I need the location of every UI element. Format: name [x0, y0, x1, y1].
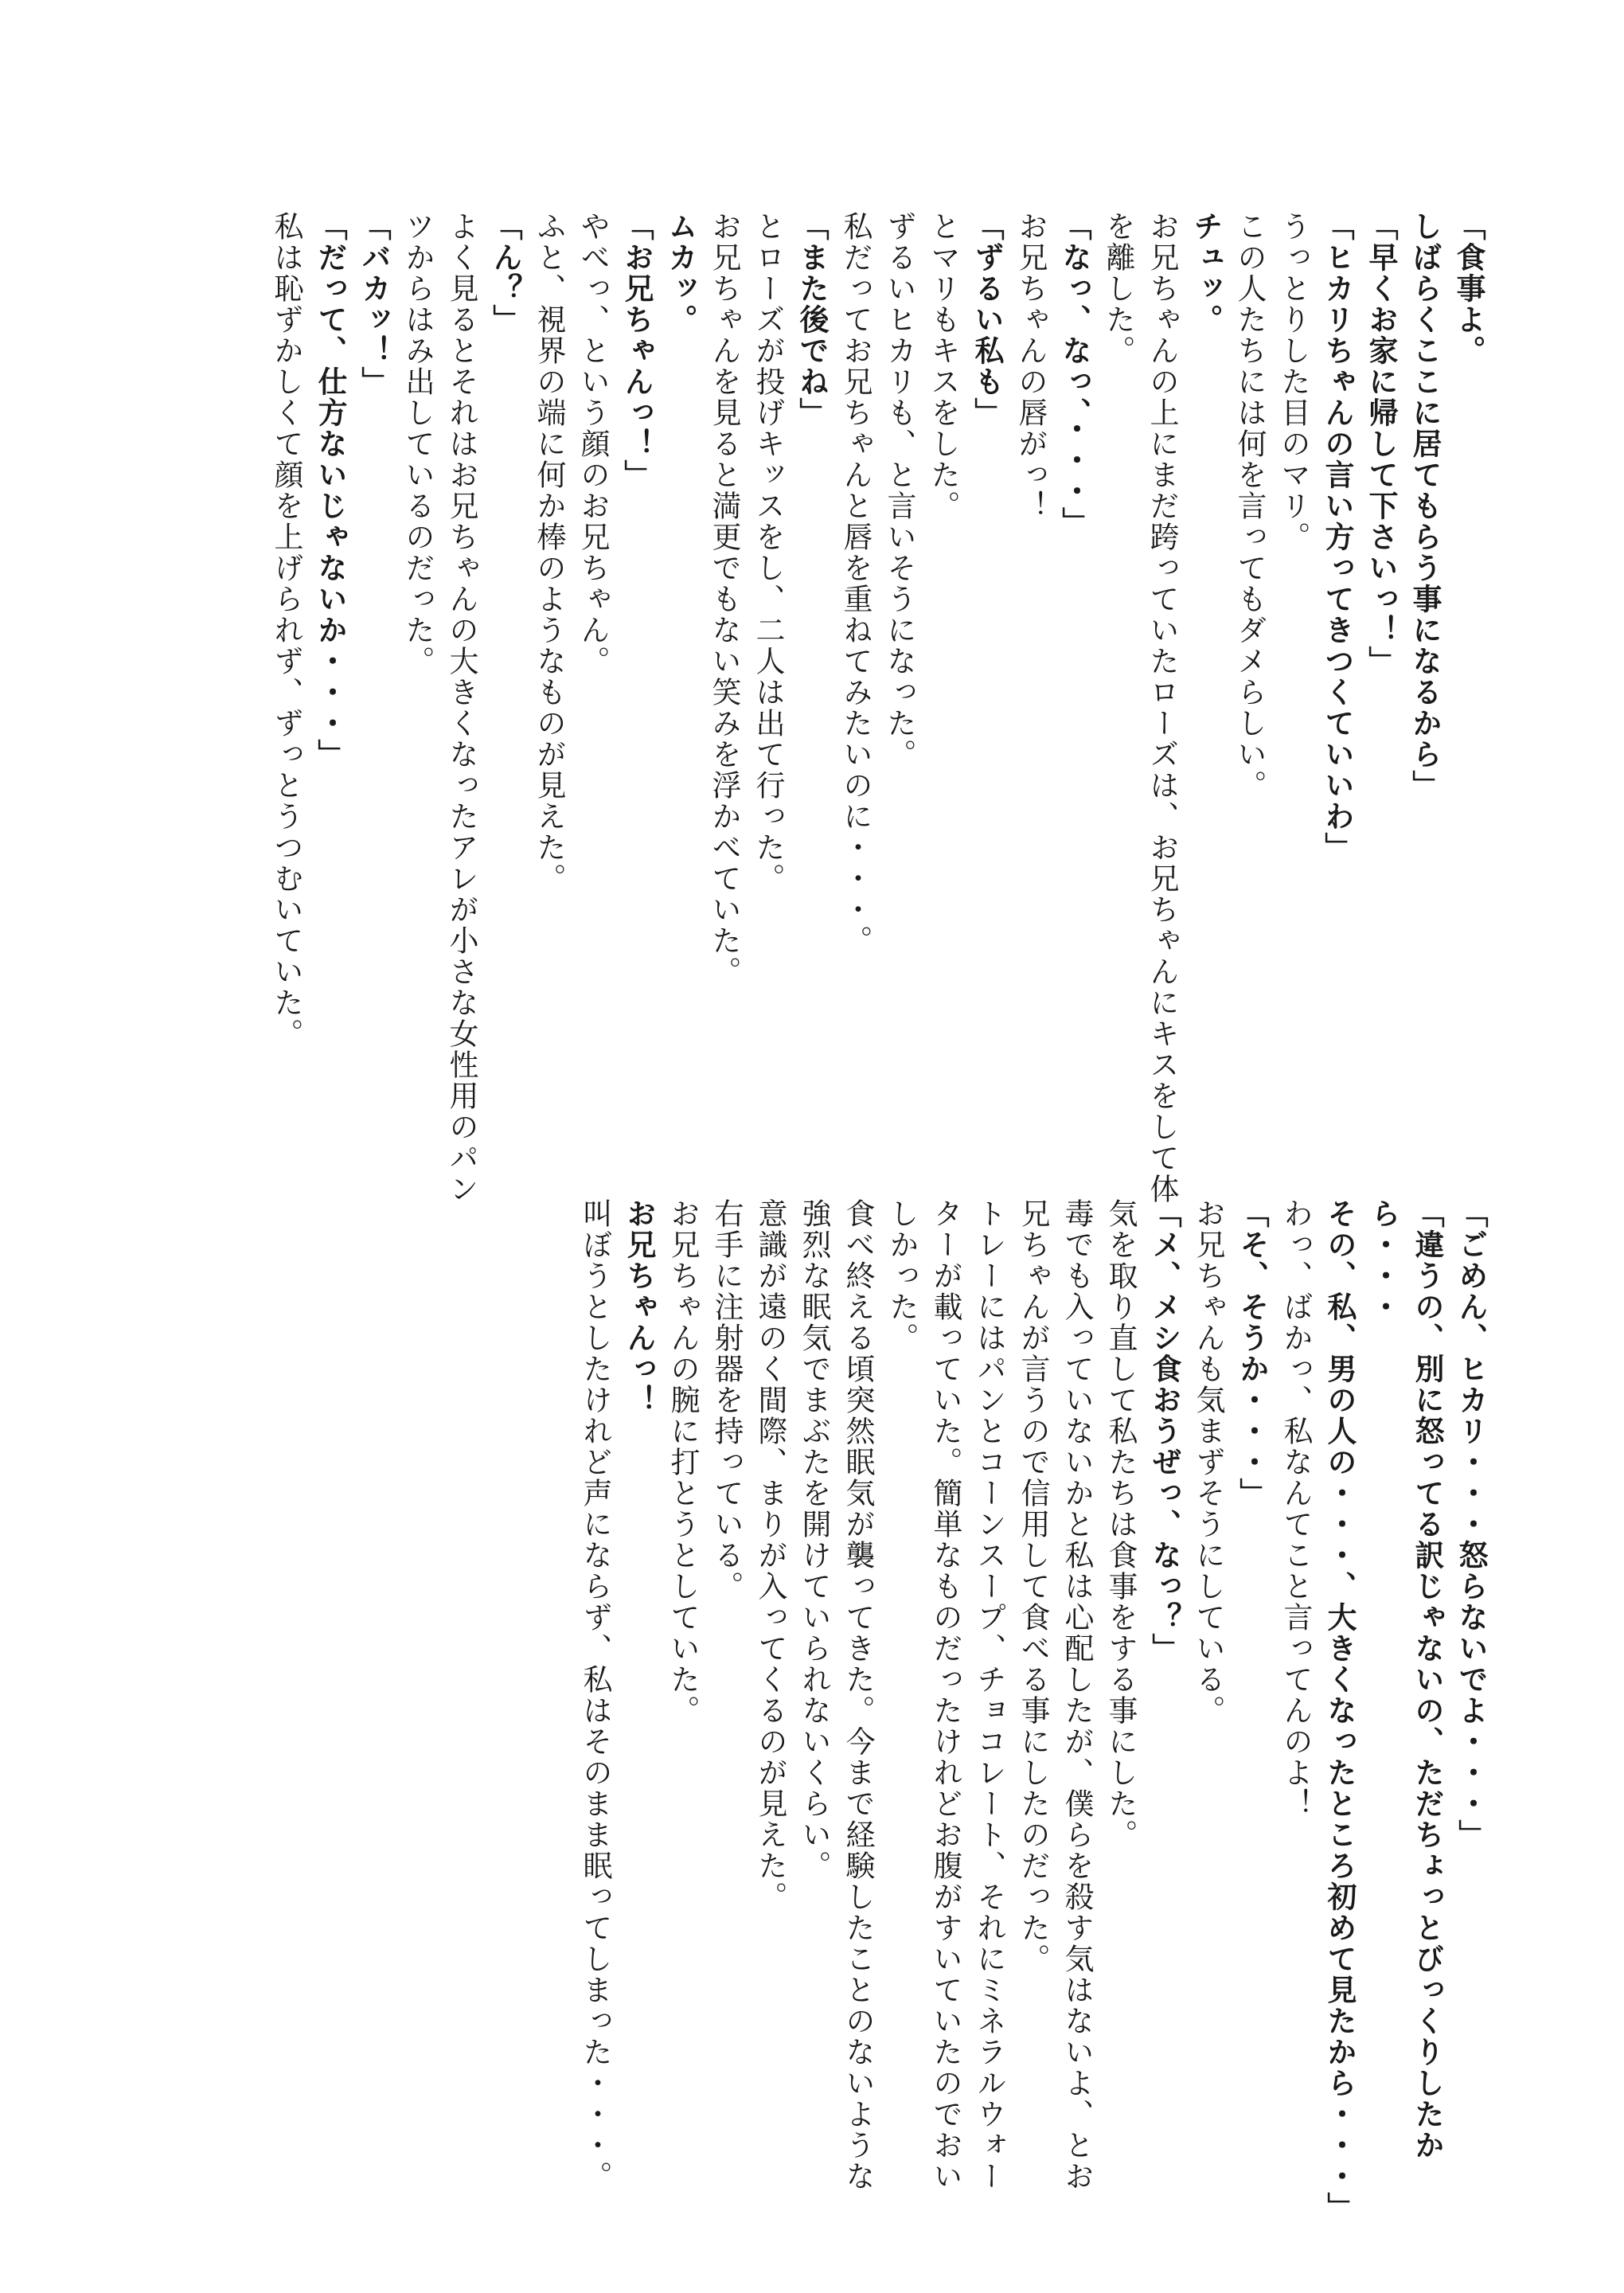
text-line: 「なっ、なっ、・・・」 [1057, 211, 1091, 538]
text-line: 「バカッ！」 [357, 211, 391, 397]
text-line: を離した。 [1101, 211, 1135, 366]
text-line: ふと、視界の端に何か棒のようなものが見えた。 [532, 211, 566, 894]
text-line: 「ずるい私も」 [970, 211, 1004, 428]
text-line: 「ヒカリちゃんの言い方ってきつくていいわ」 [1320, 211, 1354, 863]
text-line: 「早くお家に帰して下さいっ！」 [1364, 211, 1398, 677]
text-line: 「メ、メシ食おうぜっ、なっ？」 [1147, 1198, 1181, 1664]
text-line: わっ、ばかっ、私なんてこと言ってんのよ！ [1279, 1198, 1313, 1819]
text-line: 「ん？」 [488, 211, 522, 335]
text-line: 「食事よ。 [1451, 211, 1485, 366]
text-line: トレーにはパンとコーンスープ、チョコレート、それにミネラルウォー [972, 1198, 1006, 2192]
text-line: やべっ、という顔のお兄ちゃん。 [576, 211, 610, 677]
text-line: ターが載っていた。簡単なものだったけれどお腹がすいていたのでおい [928, 1198, 962, 2192]
text-line: 右手に注射器を持っている。 [709, 1198, 744, 1602]
text-line: チュッ。 [1189, 211, 1223, 335]
text-line: とマリもキスをした。 [926, 211, 960, 521]
text-line: ら・・・ [1366, 1198, 1400, 1322]
text-line: 気を取り直して私たちは食事をする事にした。 [1103, 1198, 1138, 1850]
text-line: 叫ぼうとしたけれど声にならず、私はそのまま眠ってしまった・・・。 [578, 1198, 612, 2192]
text-line: ずるいヒカリも、と言いそうになった。 [882, 211, 916, 770]
text-line: 「お兄ちゃんっ！」 [619, 211, 654, 490]
text-line: お兄ちゃんを見ると満更でもない笑みを浮かべていた。 [707, 211, 741, 987]
text-line: 毒でも入っていないかと私は心配したが、僕らを殺す気はないよ、とお [1060, 1198, 1094, 2192]
text-line: ムカッ。 [663, 211, 697, 335]
text-block-bottom [573, 1198, 1493, 2223]
text-line: お兄ちゃんの腕に打とうとしていた。 [666, 1198, 700, 1726]
text-line: お兄ちゃんっ！ [622, 1198, 656, 1416]
text-block-top [264, 211, 1490, 1342]
text-line: 「ごめん、ヒカリ・・・怒らないでよ・・・」 [1454, 1198, 1488, 1850]
text-line: お兄ちゃんの唇がっ！ [1013, 211, 1048, 521]
text-line: しばらくここに居てもらう事になるから」 [1407, 211, 1442, 801]
text-line: 私は恥ずかしくて顔を上げられず、ずっとうつむいていた。 [269, 211, 303, 1049]
text-line: よく見るとそれはお兄ちゃんの大きくなったアレが小さな女性用のパン [444, 211, 478, 1205]
text-line: その、私、男の人の・・・、大きくなったところ初めて見たから・・・」 [1322, 1198, 1357, 2223]
text-line: お兄ちゃんの上にまだ跨っていたローズは、お兄ちゃんにキスをして体 [1145, 211, 1179, 1205]
text-line: この人たちには何を言ってもダメらしい。 [1232, 211, 1267, 801]
text-line: 強烈な眠気でまぶたを開けていられないくらい。 [797, 1198, 831, 1881]
text-line: 「違うの、別に怒ってる訳じゃないの、ただちょっとびっくりしたか [1410, 1198, 1444, 2161]
text-line: 食べ終える頃突然眠気が襲ってきた。今まで経験したことのないような [841, 1198, 875, 2192]
text-line: お兄ちゃんも気まずそうにしている。 [1191, 1198, 1225, 1726]
text-line: 兄ちゃんが言うので信用して食べる事にしたのだった。 [1016, 1198, 1050, 1975]
text-line: しかった。 [884, 1198, 919, 1354]
text-line: 意識が遠のく間際、まりが入ってくるのが見えた。 [753, 1198, 787, 1912]
text-line: 「そ、そうか・・・」 [1235, 1198, 1269, 1509]
text-line: ツからはみ出しているのだった。 [400, 211, 435, 677]
text-line: 私だってお兄ちゃんと唇を重ねてみたいのに・・・。 [838, 211, 873, 956]
text-line: 「また後でね」 [794, 211, 829, 428]
text-line: とローズが投げキッスをし、二人は出て行った。 [751, 211, 785, 894]
text-line: 「だって、仕方ないじゃないか・・・」 [313, 211, 347, 770]
text-line: うっとりした目のマリ。 [1276, 211, 1310, 553]
